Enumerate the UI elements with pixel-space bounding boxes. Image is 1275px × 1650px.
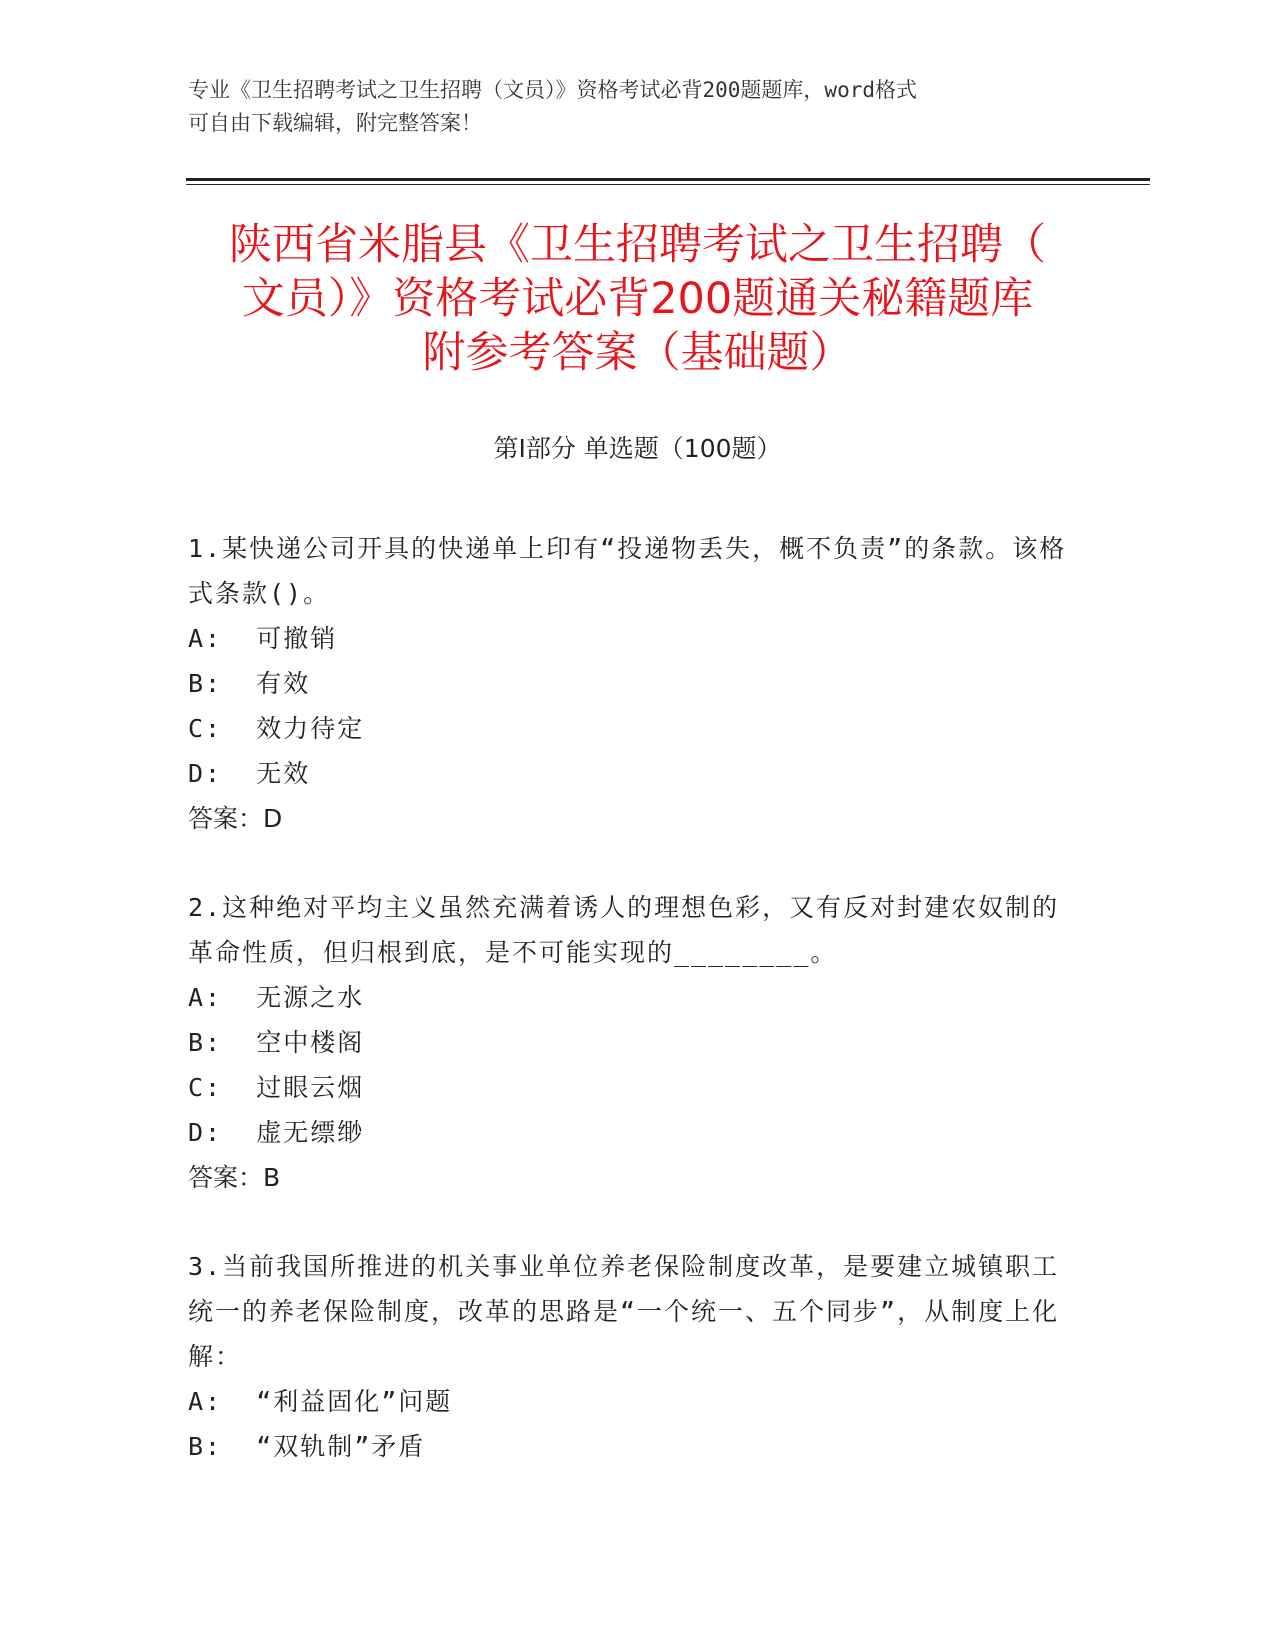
section-title: 第Ⅰ部分 单选题（100题） [493, 434, 782, 463]
question-option-b: B: “双轨制”矛盾 [188, 1432, 426, 1461]
question-option-d: D: 虚无缥缈 [188, 1118, 365, 1147]
question-2 [188, 885, 1068, 1200]
question-option-a: A: 无源之水 [188, 983, 365, 1012]
document-title-line3: 附参考答案（基础题） [422, 328, 853, 378]
header-divider-thick [186, 178, 1150, 181]
document-title [150, 218, 1125, 380]
question-option-c: C: 效力待定 [188, 714, 365, 743]
question-3 [188, 1244, 1068, 1469]
header-note [188, 74, 1088, 140]
document-title-line1: 陕西省米脂县《卫生招聘考试之卫生招聘（ [229, 220, 1046, 270]
question-option-d: D: 无效 [188, 759, 311, 788]
header-divider-thin [186, 184, 1150, 185]
header-note-line1: 专业《卫生招聘考试之卫生招聘（文员）》资格考试必背200题题库，word格式 [188, 78, 917, 102]
question-stem: 3.当前我国所推进的机关事业单位养老保险制度改革，是要建立城镇职工统一的养老保险制度，改革的思路是“一个统一、五个同步”，从制度上化解： [188, 1252, 1060, 1371]
question-answer: 答案：B [188, 1163, 281, 1192]
question-option-c: C: 过眼云烟 [188, 1073, 365, 1102]
question-answer: 答案：D [188, 804, 283, 833]
question-list [188, 526, 1068, 1513]
question-option-a: A: 可撤销 [188, 624, 338, 653]
question-1 [188, 526, 1068, 841]
question-stem: 1.某快递公司开具的快递单上印有“投递物丢失，概不负责”的条款。该格式条款()。 [188, 534, 1067, 608]
question-stem: 2.这种绝对平均主义虽然充满着诱人的理想色彩，又有反对封建农奴制的革命性质，但归根到底，是不可能实现的________。 [188, 893, 1060, 967]
header-note-line2: 可自由下载编辑，附完整答案！ [188, 111, 482, 135]
document-title-line2: 文员）》资格考试必背200题通关秘籍题库 [241, 274, 1034, 324]
question-option-a: A: “利益固化”问题 [188, 1387, 453, 1416]
question-option-b: B: 空中楼阁 [188, 1028, 365, 1057]
question-option-b: B: 有效 [188, 669, 311, 698]
